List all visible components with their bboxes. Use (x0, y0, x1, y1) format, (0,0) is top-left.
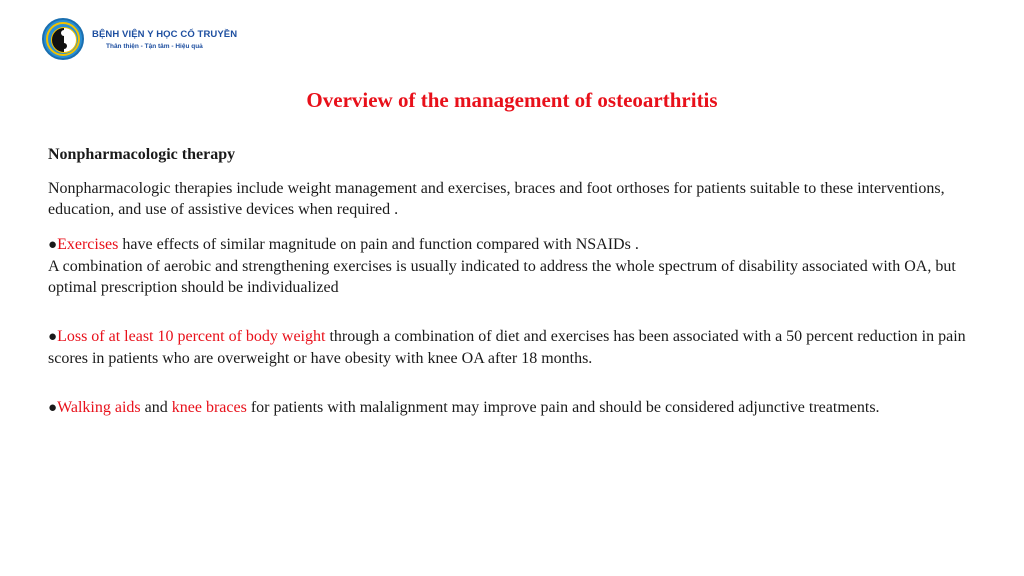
highlight-weight-loss: Loss of at least 10 percent of body weight (57, 328, 326, 345)
slide-content (48, 144, 988, 439)
hospital-logo-icon (42, 18, 84, 60)
bullet-icon: ● (48, 237, 58, 253)
highlight-exercises: Exercises (57, 236, 119, 253)
bullet-connector: and (140, 399, 172, 416)
header (42, 18, 237, 60)
bullet-exercises (48, 234, 988, 298)
bullet-icon: ● (48, 329, 58, 345)
brand-name: BỆNH VIỆN Y HỌC CỔ TRUYỀN (92, 28, 238, 40)
bullet-text: through a combination of diet and exercises has been associated with a 50 percent reduction in pain scores in patients who are overweight or have obesity with knee OA after 18 months. (48, 328, 966, 367)
brand-slogan: Thân thiện - Tận tâm - Hiệu quả (106, 42, 203, 50)
bullet-walking-aids (48, 397, 988, 419)
brand (92, 29, 237, 50)
section-heading: Nonpharmacologic therapy (48, 146, 236, 163)
bullet-text: for patients with malalignment may improve pain and should be considered adjunctive treatments. (246, 399, 880, 416)
highlight-knee-braces: knee braces (171, 399, 247, 416)
bullet-continuation: A combination of aerobic and strengthening exercises is usually indicated to address the whole spectrum of disability associated with OA, but optimal prescription should be individualized (48, 258, 956, 296)
bullet-text: have effects of similar magnitude on pain and function compared with NSAIDs . (118, 236, 639, 253)
intro-paragraph: Nonpharmacologic therapies include weight management and exercises, braces and foot orthoses for patients suitable to these interventions, education, and use of assistive devices when required . (48, 180, 945, 218)
bullet-icon: ● (48, 400, 58, 416)
slide-title: Overview of the management of osteoarthritis (306, 88, 718, 112)
bullet-weight-loss (48, 326, 988, 369)
highlight-walking-aids: Walking aids (57, 399, 141, 416)
